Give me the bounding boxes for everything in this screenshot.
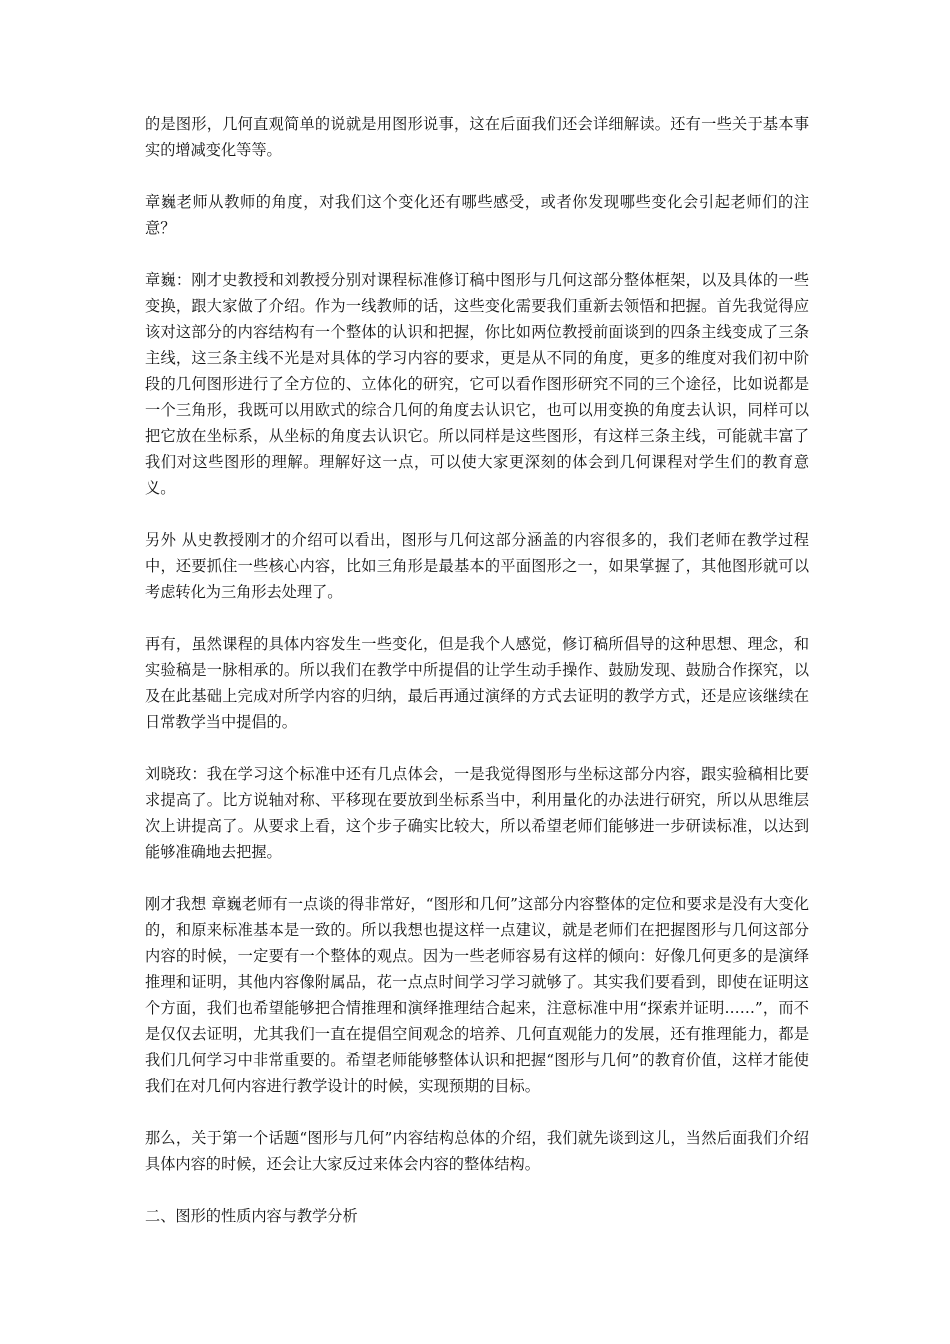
paragraph-3: 章巍：刚才史教授和刘教授分别对课程标准修订稿中图形与几何这部分整体框架，以及具体的一些变换，跟大家做了介绍。作为一线教师的话，这些变化需要我们重新去领悟和把握。首先我觉得应该对这部分的内容结构有一个整体的认识和把握，你比如两位教授前面谈到的四条主线变成了三条主线，这三条主线不光是对具体的学习内容的要求，更是从不同的角度，更多的维度对我们初中阶段的几何图形进行了全方位的、立体化的研究，它可以看作图形研究不同的三个途径，比如说都是一个三角形，我既可以用欧式的综合几何的角度去认识它，也可以用变换的角度去认识，同样可以把它放在坐标系，从坐标的角度去认识它。所以同样是这些图形，有这样三条主线，可能就丰富了我们对这些图形的理解。理解好这一点，可以使大家更深刻的体会到几何课程对学生们的教育意义。 bbox=[145, 271, 809, 497]
paragraph-5: 再有，虽然课程的具体内容发生一些变化，但是我个人感觉，修订稿所倡导的这种思想、理念，和实验稿是一脉相承的。所以我们在教学中所提倡的让学生动手操作、鼓励发现、鼓励合作探究，以及在此基础上完成对所学内容的归纳，最后再通过演绎的方式去证明的教学方式，还是应该继续在日常教学当中提倡的。 bbox=[145, 635, 809, 731]
paragraph-1: 的是图形，几何直观简单的说就是用图形说事，这在后面我们还会详细解读。还有一些关于基本事实的增减变化等等。 bbox=[145, 115, 809, 159]
paragraph-4: 另外 从史教授刚才的介绍可以看出，图形与几何这部分涵盖的内容很多的，我们老师在教学过程中，还要抓住一些核心内容，比如三角形是最基本的平面图形之一，如果掌握了，其他图形就可以考虑转化为三角形去处理了。 bbox=[145, 531, 809, 601]
document-page bbox=[145, 111, 809, 1229]
paragraph-6: 刘晓玫：我在学习这个标准中还有几点体会，一是我觉得图形与坐标这部分内容，跟实验稿相比要求提高了。比方说轴对称、平移现在要放到坐标系当中，利用量化的办法进行研究，所以从思维层次上讲提高了。从要求上看，这个步子确实比较大，所以希望老师们能够进一步研读标准，以达到能够准确地去把握。 bbox=[145, 765, 809, 861]
paragraph-7: 刚才我想 章巍老师有一点谈的得非常好，“图形和几何”这部分内容整体的定位和要求是没有大变化的，和原来标准基本是一致的。所以我想也提这样一点建议，就是老师们在把握图形与几何这部分内容的时候，一定要有一个整体的观点。因为一些老师容易有这样的倾向：好像几何更多的是演绎推理和证明，其他内容像附属品，花一点点时间学习学习就够了。其实我们要看到，即使在证明这个方面，我们也希望能够把合情推理和演绎推理结合起来，注意标准中用“探索并证明……”，而不是仅仅去证明，尤其我们一直在提倡空间观念的培养、几何直观能力的发展，还有推理能力，都是我们几何学习中非常重要的。希望老师能够整体认识和把握“图形与几何”的教育价值，这样才能使我们在对几何内容进行教学设计的时候，实现预期的目标。 bbox=[145, 895, 809, 1095]
paragraph-8: 那么，关于第一个话题“图形与几何”内容结构总体的介绍，我们就先谈到这儿，当然后面我们介绍具体内容的时候，还会让大家反过来体会内容的整体结构。 bbox=[145, 1129, 809, 1173]
section-heading: 二、图形的性质内容与教学分析 bbox=[145, 1207, 358, 1225]
paragraph-2: 章巍老师从教师的角度，对我们这个变化还有哪些感受，或者你发现哪些变化会引起老师们的注意？ bbox=[145, 193, 809, 237]
